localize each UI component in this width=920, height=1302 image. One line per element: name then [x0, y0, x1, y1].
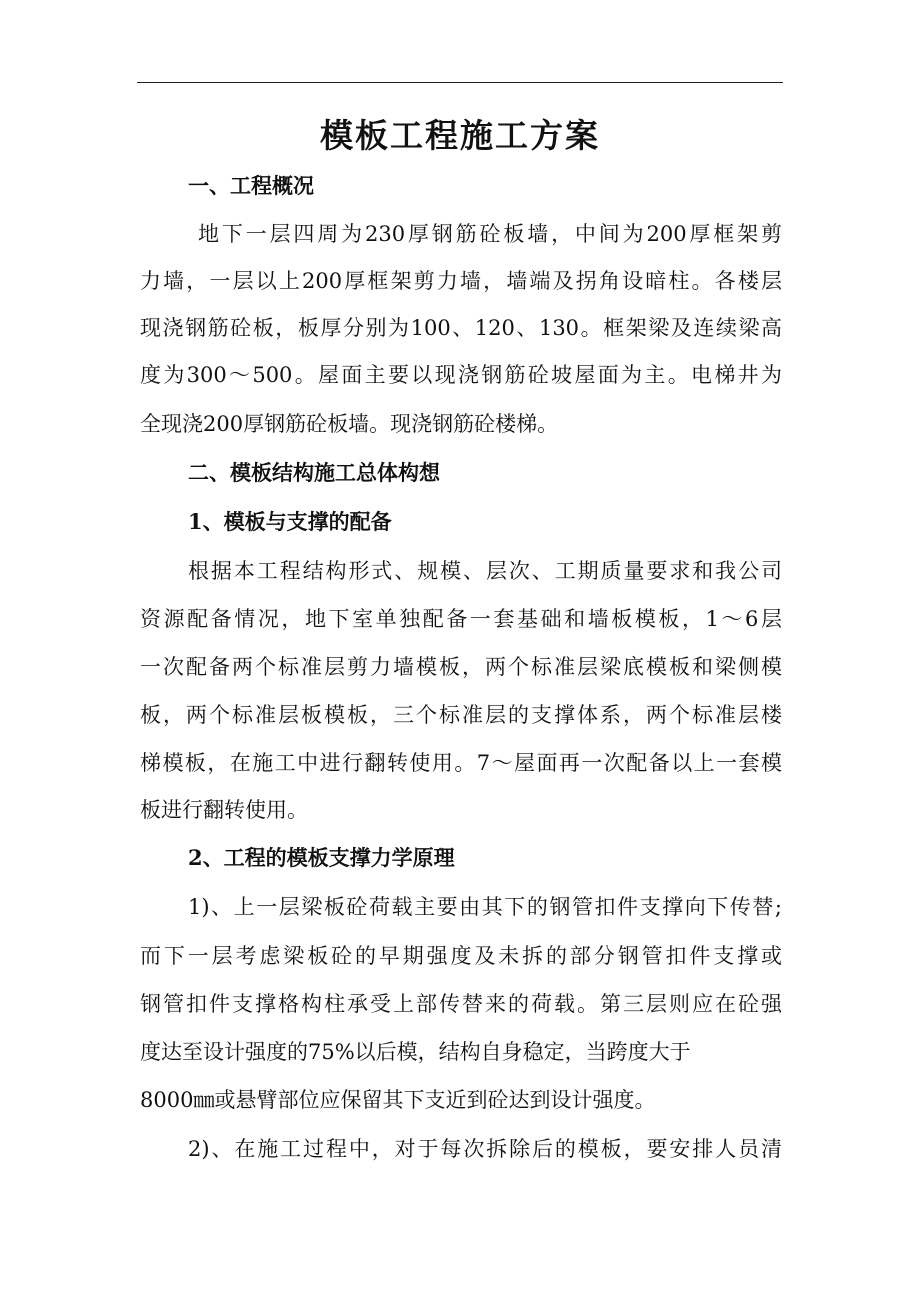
header-rule: [137, 82, 783, 83]
mechanics-line: 8000㎜或悬臂部位应保留其下支近到砼达到设计强度。: [140, 1088, 656, 1112]
supply-line: 一次配备两个标准层剪力墙模板，两个标准层梁底模板和梁侧模: [140, 655, 782, 679]
supply-line: 根据本工程结构形式、规模、层次、工期质量要求和我公司: [188, 559, 782, 583]
mechanics-line: 度达至设计强度的75%以后模，结构自身稳定，当跨度大于: [140, 1040, 691, 1064]
document-title: 模板工程施工方案: [320, 116, 600, 155]
supply-line: 资源配备情况，地下室单独配备一套基础和墙板模板，1～6层: [140, 607, 782, 631]
supply-line: 板，两个标准层板模板，三个标准层的支撑体系，两个标准层楼: [140, 703, 782, 727]
overview-line: 地下一层四周为230厚钢筋砼板墙，中间为200厚框架剪: [198, 222, 782, 246]
mechanics-line: 钢管扣件支撑格构柱承受上部传替来的荷载。第三层则应在砼强: [140, 992, 782, 1016]
overview-line: 力墙，一层以上200厚框架剪力墙，墙端及拐角设暗柱。各楼层: [140, 269, 782, 293]
supply-line: 板进行翻转使用。: [140, 798, 308, 822]
section-heading-overview: 一、工程概况: [188, 173, 314, 198]
overview-line: 全现浇200厚钢筋砼板墙。现浇钢筋砼楼梯。: [140, 412, 559, 436]
overview-line: 度为300～500。屋面主要以现浇钢筋砼坡屋面为主。电梯井为: [140, 363, 782, 387]
mechanics-line: 2)、在施工过程中，对于每次拆除后的模板，要安排人员清: [188, 1137, 782, 1161]
subheading-formwork-supply: 1、模板与支撑的配备: [188, 509, 392, 534]
supply-line: 梯模板，在施工中进行翻转使用。7～屋面再一次配备以上一套模: [140, 751, 782, 775]
subheading-mechanics: 2、工程的模板支撑力学原理: [188, 845, 455, 870]
mechanics-line: 1)、上一层梁板砼荷载主要由其下的钢管扣件支撑向下传替;: [188, 895, 782, 919]
mechanics-line: 而下一层考虑梁板砼的早期强度及未拆的部分钢管扣件支撑或: [140, 944, 782, 968]
section-heading-concept: 二、模板结构施工总体构想: [188, 460, 440, 485]
overview-line: 现浇钢筋砼板，板厚分别为100、120、130。框架梁及连续梁高: [140, 316, 782, 340]
